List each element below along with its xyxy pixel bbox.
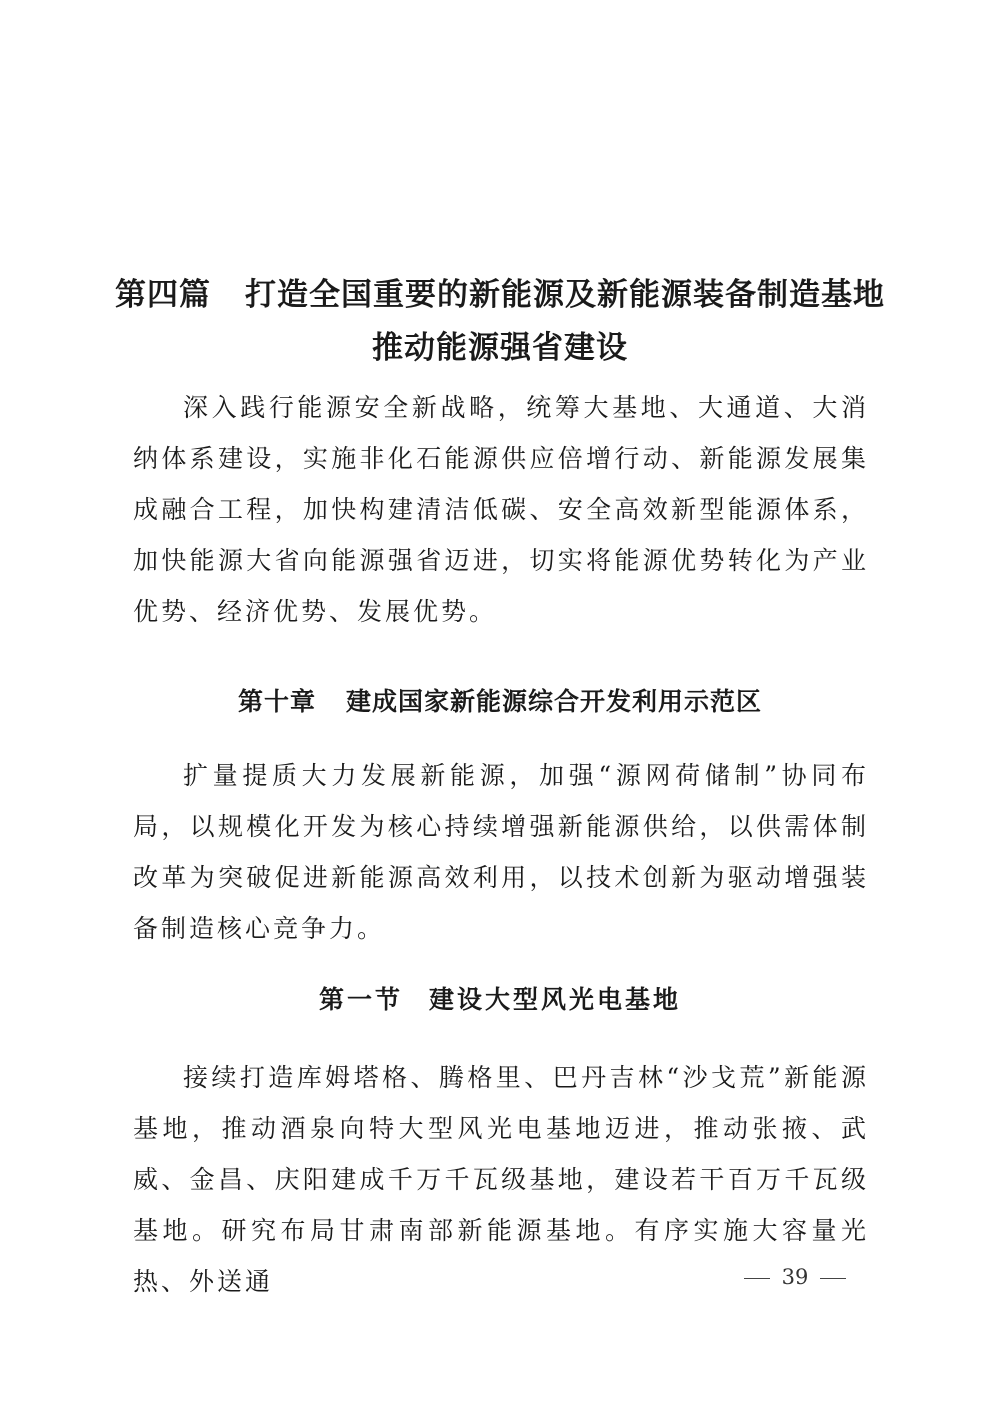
page-number-dash-left bbox=[744, 1278, 770, 1279]
chapter-title bbox=[100, 682, 900, 722]
part-title-line2: 推动能源强省建设 bbox=[372, 330, 628, 366]
chapter-paragraph: 扩量提质大力发展新能源，加强“源网荷储制”协同布局，以规模化开发为核心持续增强新能源供给，以供需体制改革为突破促进新能源高效利用，以技术创新为驱动增强装备制造核心竞争力。 bbox=[133, 761, 869, 943]
part-label: 第四篇 bbox=[115, 277, 211, 313]
chapter-label: 第十章 bbox=[237, 687, 316, 716]
page-number-value: 39 bbox=[781, 1265, 809, 1289]
section-title-text: 建设大型风光电基地 bbox=[429, 985, 682, 1014]
section-label: 第一节 bbox=[318, 985, 403, 1014]
part-title-line1 bbox=[100, 268, 900, 322]
intro-paragraph: 深入践行能源安全新战略，统筹大基地、大通道、大消纳体系建设，实施非化石能源供应倍增行动、新能源发展集成融合工程，加快构建清洁低碳、安全高效新型能源体系，加快能源大省向能源强省迈进，切实将能源优势转化为产业优势、经济优势、发展优势。 bbox=[133, 393, 869, 626]
chapter-title-text: 建成国家新能源综合开发利用示范区 bbox=[346, 687, 763, 716]
section-title bbox=[100, 980, 900, 1020]
part-title-text: 打造全国重要的新能源及新能源装备制造基地 bbox=[245, 277, 885, 313]
page-number bbox=[730, 1262, 860, 1292]
page-number-dash-right bbox=[820, 1278, 846, 1279]
section-paragraph: 接续打造库姆塔格、腾格里、巴丹吉林“沙戈荒”新能源基地，推动酒泉向特大型风光电基地迈进，推动张掖、武威、金昌、庆阳建成千万千瓦级基地，建设若干百万千瓦级基地。研究布局甘肃南部新能源基地。有序实施大容量光热、外送通 bbox=[133, 1063, 869, 1296]
